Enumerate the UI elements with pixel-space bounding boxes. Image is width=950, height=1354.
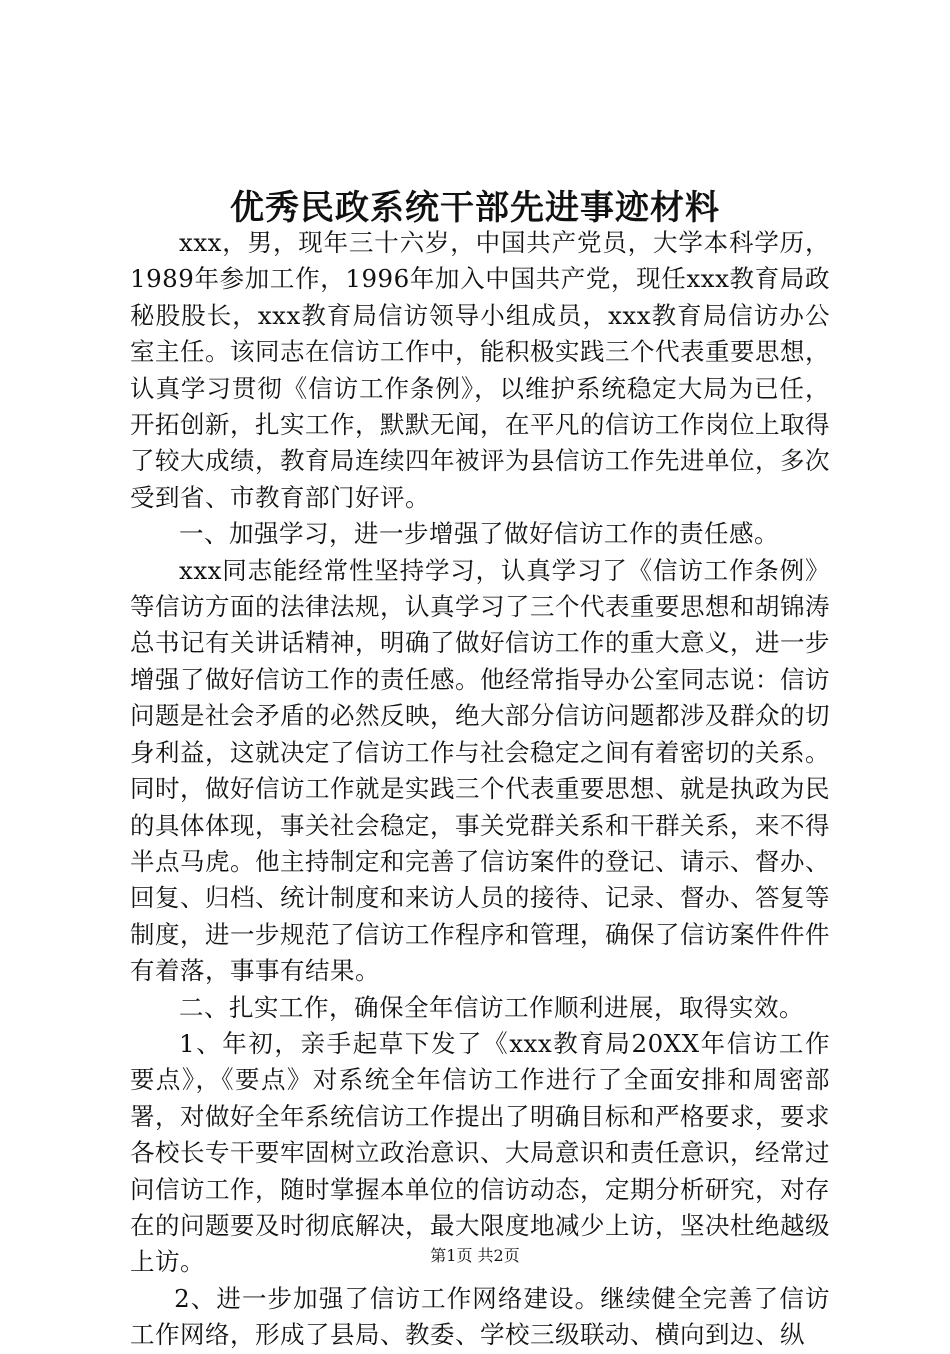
paragraph-intro: xxx，男，现年三十六岁，中国共产党员，大学本科学历，1989年参加工作，1996年加入中国共产党，现任xxx教育局政秘股股长，xxx教育局信访领导小组成员，xxx教育局信访办公室主任。该同志在信访工作中，能积极实践三个代表重要思想，认真学习贯彻《信访工作条例》，以维护系统稳定大局为已任，开拓创新，扎实工作，默默无闻，在平凡的信访工作岗位上取得了较大成绩，教育局连续四年被评为县信访工作先进单位，多次受到省、市教育部门好评。 xyxy=(130,228,830,512)
section-heading-2: 二、扎实工作，确保全年信访工作顺利进展，取得实效。 xyxy=(179,992,804,1022)
page-number-footer: 第1页 共2页 xyxy=(430,1246,520,1265)
paragraph-study: xxx同志能经常性坚持学习，认真学习了《信访工作条例》等信访方面的法律法规，认真学习了三个代表重要思想和胡锦涛总书记有关讲话精神，明确了做好信访工作的重大意义，进一步增强了做好信访工作的责任感。他经常指导办公室同志说：信访问题是社会矛盾的必然反映，绝大部分信访问题都涉及群众的切身利益，这就决定了信访工作与社会稳定之间有着密切的关系。同时，做好信访工作就是实践三个代表重要思想、就是执政为民的具体体现，事关社会稳定，事关党群关系和干群关系，来不得半点马虎。他主持制定和完善了信访案件的登记、请示、督办、回复、归档、统计制度和来访人员的接待、记录、督办、答复等制度，进一步规范了信访工作程序和管理，确保了信访案件件件有着落，事事有结果。 xyxy=(130,555,830,986)
document-title: 优秀民政系统干部先进事迹材料 xyxy=(230,188,720,228)
paragraph-item-2: 2、进一步加强了信访工作网络建设。继续健全完善了信访工作网络，形成了县局、教委、学校三级联动、横向到边、纵 xyxy=(130,1283,830,1350)
document-body xyxy=(130,225,830,1354)
paragraph-item-1: 1、年初，亲手起草下发了《xxx教育局20XX年信访工作要点》，《要点》对系统全年信访工作进行了全面安排和周密部署，对做好全年系统信访工作提出了明确目标和严格要求，要求各校长专干要牢固树立政治意识、大局意识和责任意识，经常过问信访工作，随时掌握本单位的信访动态，定期分析研究，对存在的问题要及时彻底解决，最大限度地减少上访，坚决杜绝越级上访。 xyxy=(130,1028,830,1277)
section-heading-1: 一、加强学习，进一步增强了做好信访工作的责任感。 xyxy=(179,519,779,549)
